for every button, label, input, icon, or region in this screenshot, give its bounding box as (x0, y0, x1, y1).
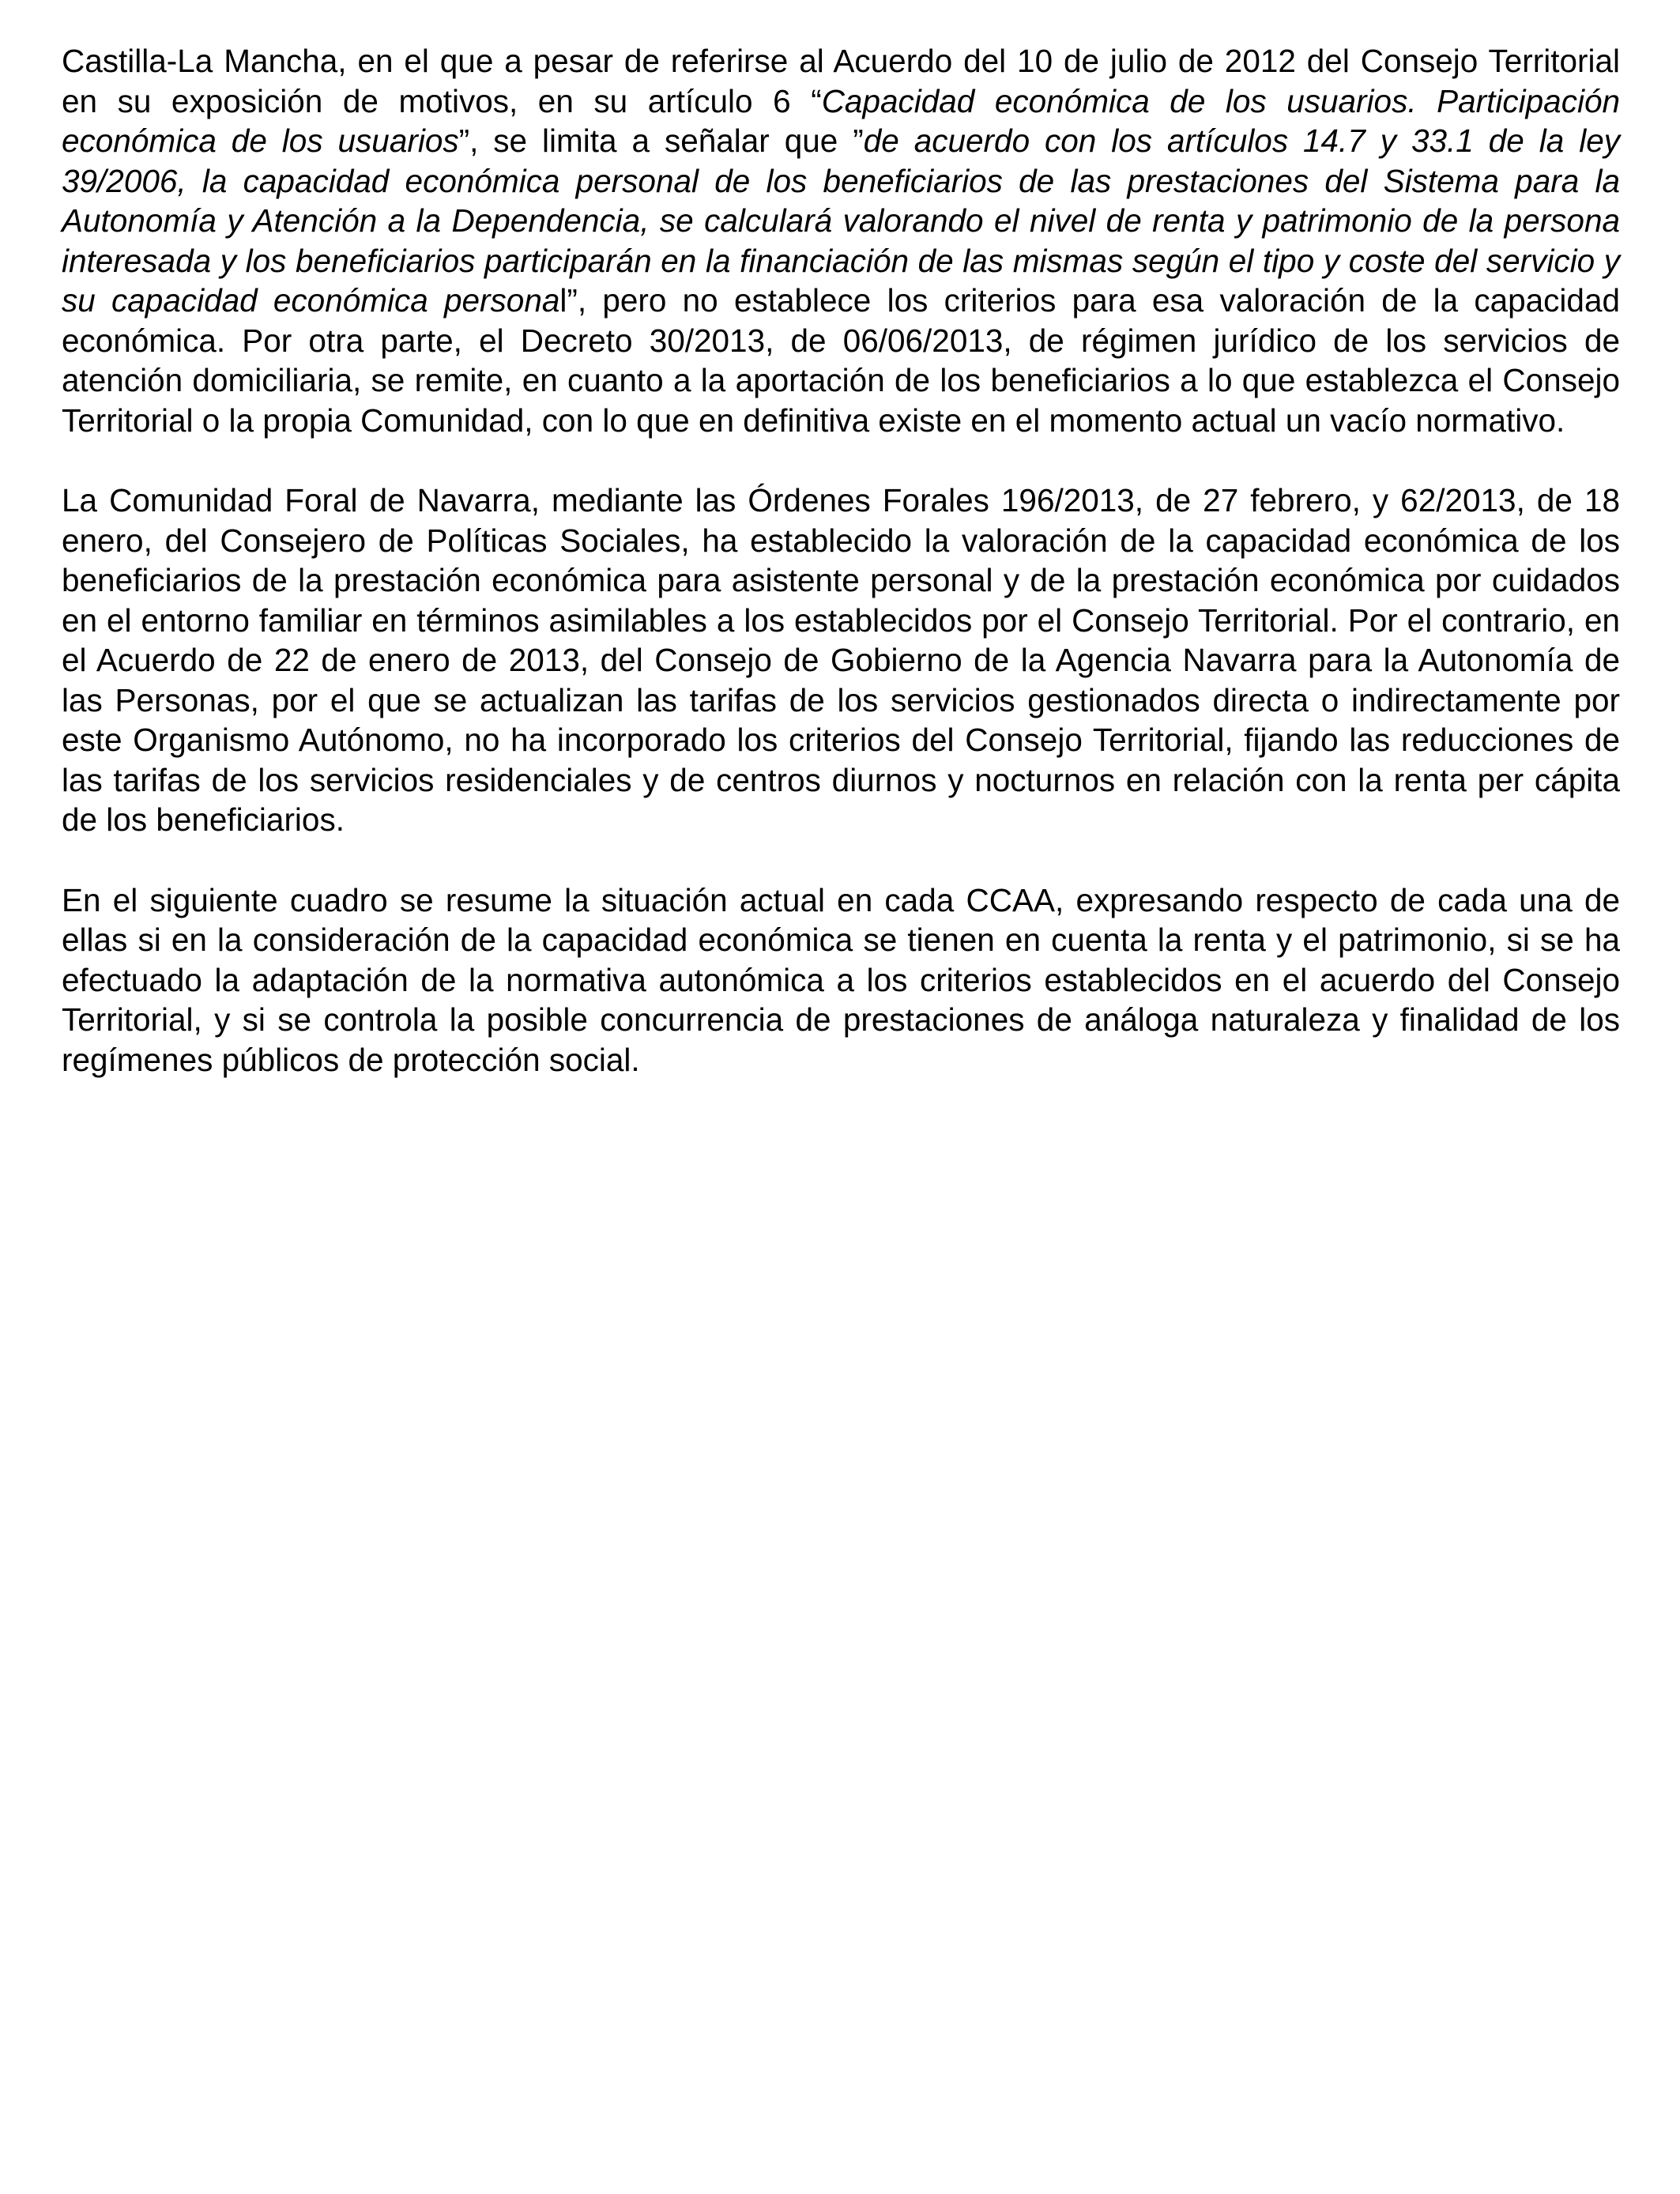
paragraph-castilla-la-mancha (62, 41, 1620, 440)
text-run: La Comunidad Foral de Navarra, mediante las Órdenes Forales 196/2013, de 27 febrero, y 62/2013, de 18 enero, del Consejero de Políticas Sociales, ha establecido la valoración de la capacidad económica de los beneficiarios de la prestación económica para asistente personal y de la prestación económica por cuidados en el entorno familiar en términos asimilables a los establecidos por el Consejo Territorial. Por el contrario, en el Acuerdo de 22 de enero de 2013, del Consejo de Gobierno de la Agencia Navarra para la Autonomía de las Personas, por el que se actualizan las tarifas de los servicios gestionados directa o indirectamente por este Organismo Autónomo, no ha incorporado los criterios del Consejo Territorial, fijando las reducciones de las tarifas de los servicios residenciales y de centros diurnos y nocturnos en relación con la renta per cápita de los beneficiarios. (62, 482, 1620, 838)
italic-text-run: de acuerdo con los artículos 14.7 y 33.1 de la ley 39/2006, la capacidad económica personal de los beneficiarios de las prestaciones del Sistema para la Autonomía y Atención a la Dependencia, se calculará valorando el nivel de renta y patrimonio de la persona interesada y los beneficiarios participarán en la financiación de las mismas según el tipo y coste del servicio y su capacidad económica persona (62, 123, 1620, 319)
italic-text-run: Capacidad económica de los usuarios. Participación económica de los usuarios (62, 82, 1620, 159)
text-run: Castilla-La Mancha, en el que a pesar de referirse al Acuerdo del 10 de julio de 2012 del Consejo Territorial en su exposición de motivos, en su artículo 6 “ (62, 43, 1620, 119)
text-run: ”, se limita a señalar que ” (458, 123, 864, 159)
paragraph-navarra (62, 481, 1620, 840)
text-run: l”, pero no establece los criterios para esa valoración de la capacidad económica. Por otra parte, el Decreto 30/2013, de 06/06/2013, de régimen jurídico de los servicios de atención domiciliaria, se remite, en cuanto a la aportación de los beneficiarios a lo que establezca el Consejo Territorial o la propia Comunidad, con lo que en definitiva existe en el momento actual un vacío normativo. (62, 282, 1620, 439)
document-page (62, 41, 1620, 1120)
paragraph-summary-table-intro (62, 880, 1620, 1080)
text-run: En el siguiente cuadro se resume la situación actual en cada CCAA, expresando respecto de cada una de ellas si en la consideración de la capacidad económica se tienen en cuenta la renta y el patrimonio, si se ha efectuado la adaptación de la normativa autonómica a los criterios establecidos en el acuerdo del Consejo Territorial, y si se controla la posible concurrencia de prestaciones de análoga naturaleza y finalidad de los regímenes públicos de protección social. (62, 881, 1620, 1078)
